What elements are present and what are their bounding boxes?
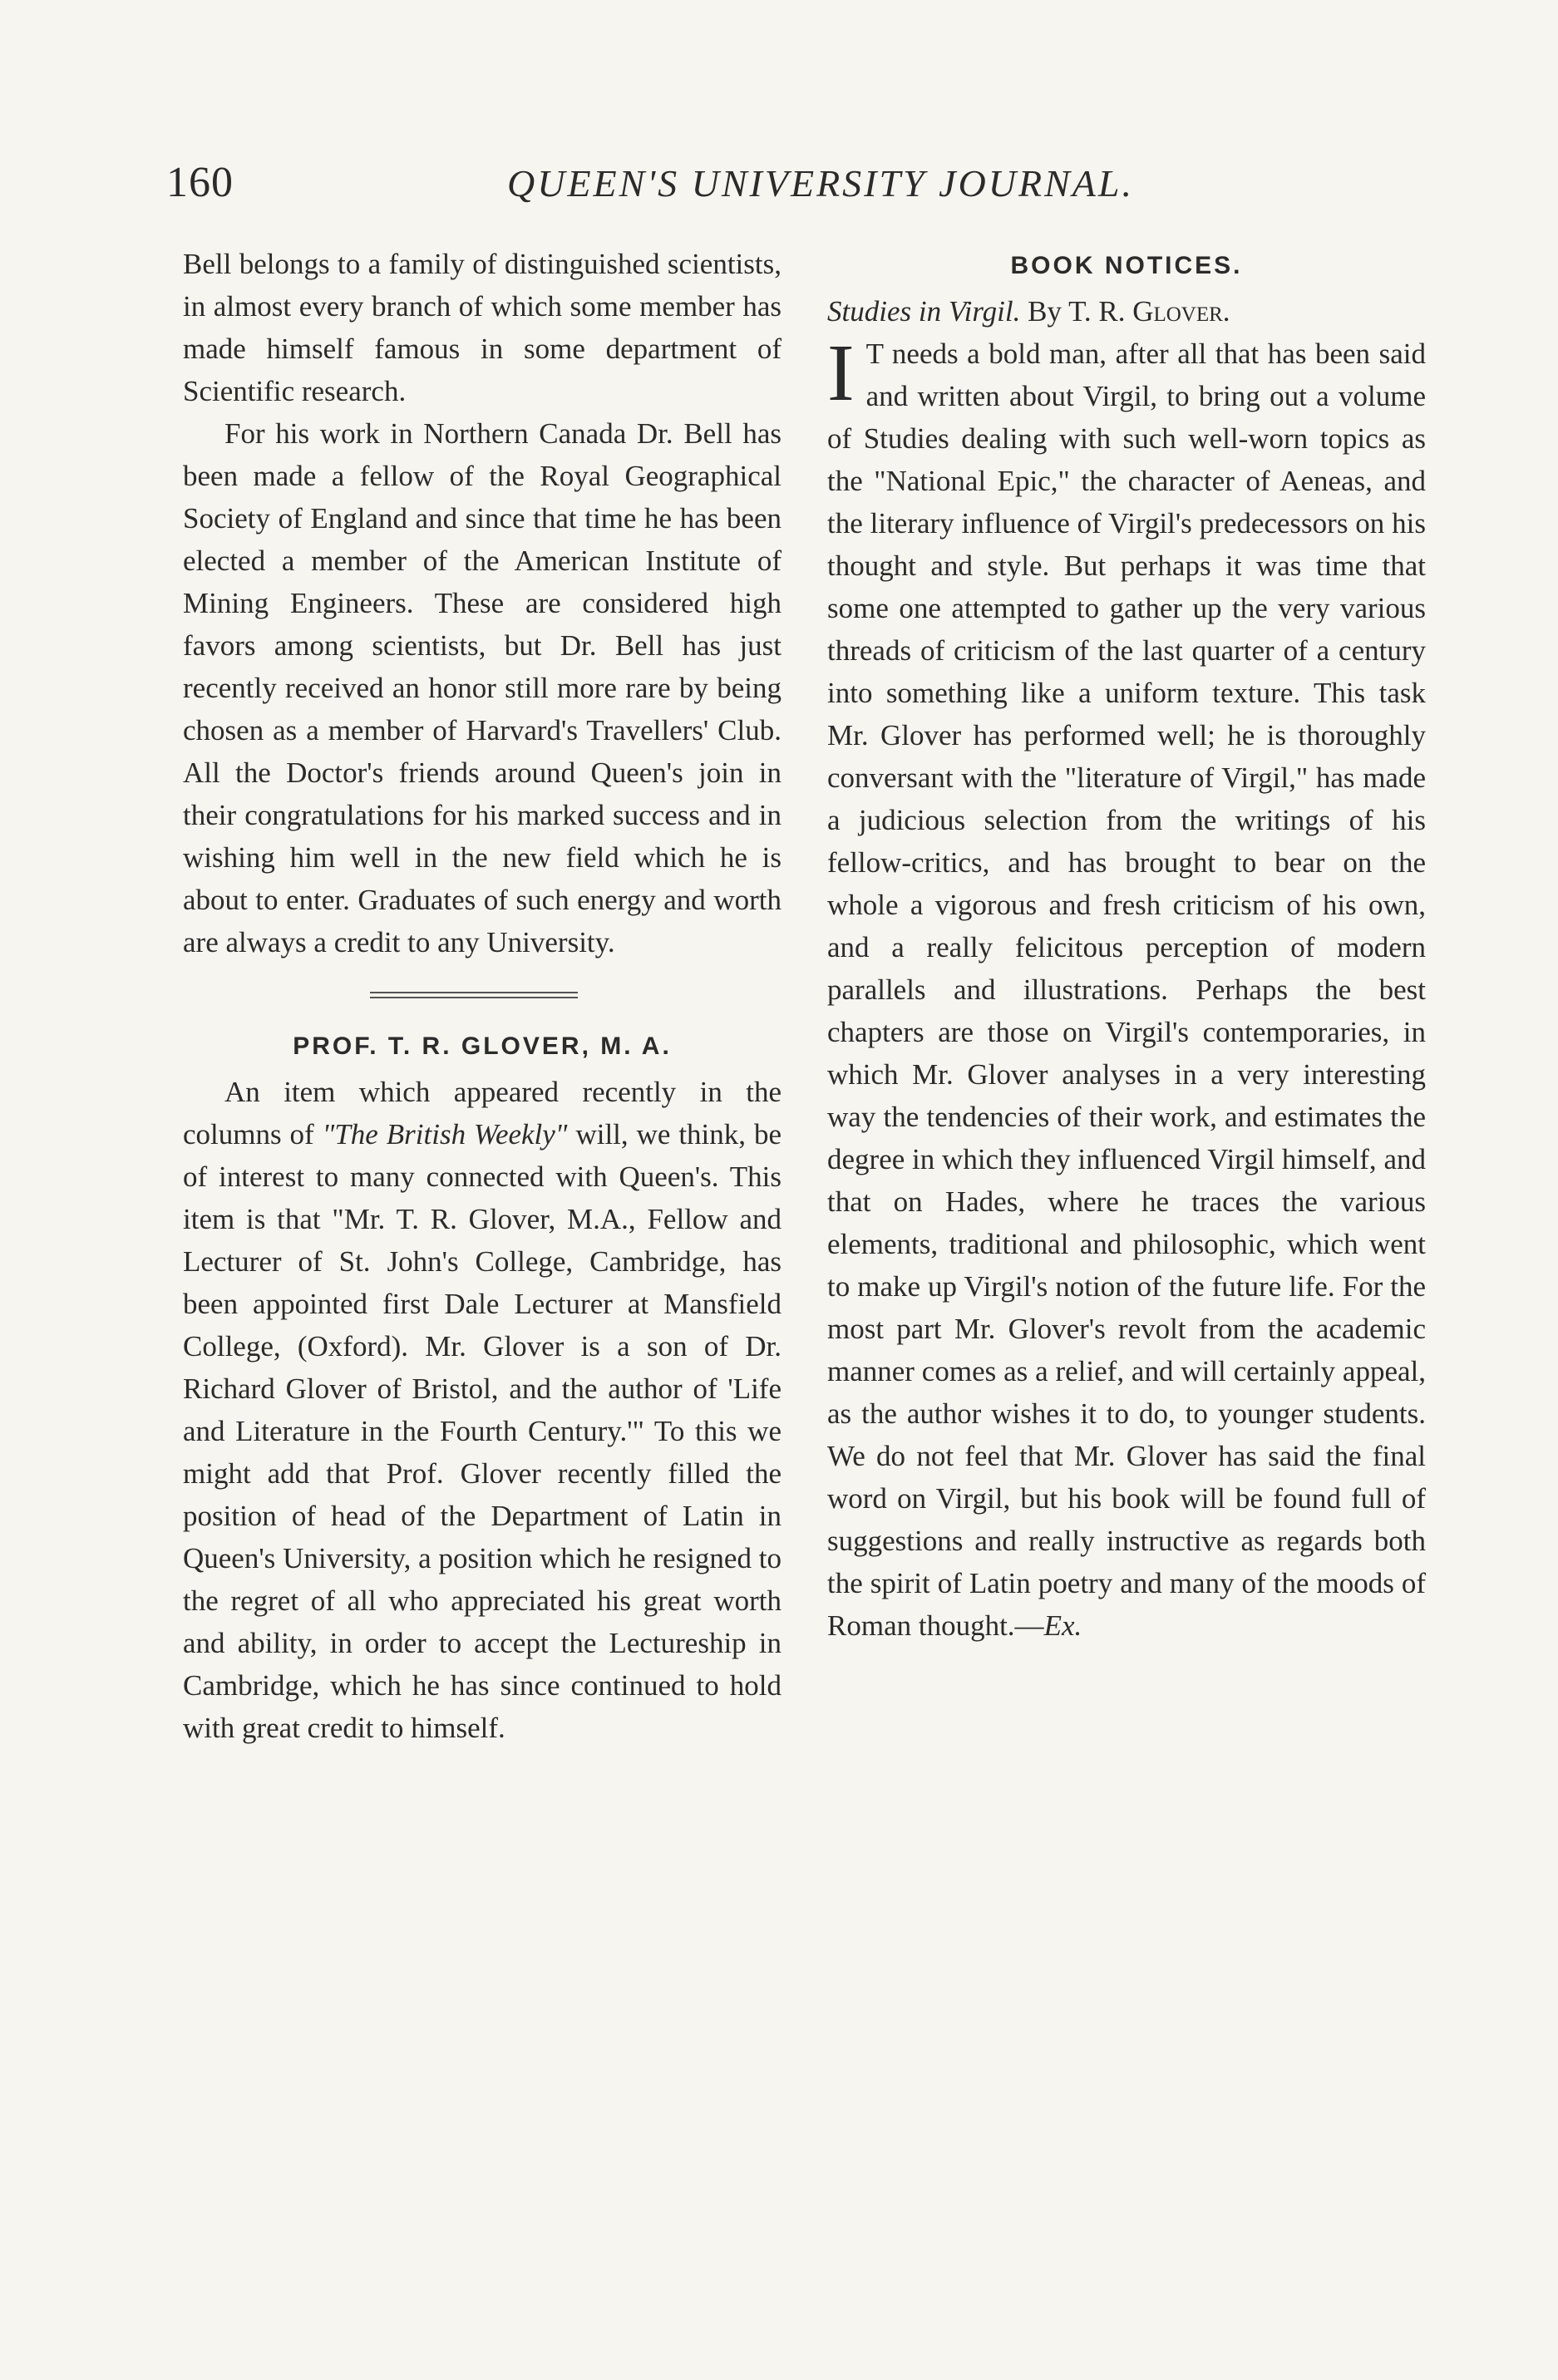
book-citation (827, 290, 1426, 333)
drop-cap: I (827, 328, 855, 418)
left-column (183, 243, 781, 1749)
glover-paragraph (183, 1071, 781, 1749)
book-title: Studies in Virgil. (827, 295, 1021, 328)
british-weekly-title: "The British Weekly" (322, 1118, 568, 1151)
bell-paragraph-2: For his work in Northern Canada Dr. Bell has been made a fellow of the Royal Geographical Society of England and since that time he has been elected a member of the American Institute of Mining Engineers. These are considered high favors among scientists, but Dr. Bell has just recently received an honor still more rare by being chosen as a member of Harvard's Travellers' Club. All the Doctor's friends around Queen's join in their congratulations for his marked success and in wishing him well in the new field which he is about to enter. Graduates of such energy and worth are always a credit to any University. (183, 417, 781, 958)
glover-text-a: An item which appeared recently in the columns of (183, 1076, 781, 1151)
glover-heading: PROF. T. R. GLOVER, M. A. (293, 1032, 672, 1060)
divider-line-top (370, 992, 578, 993)
glover-text-b: will, we think, be of interest to many connected with Queen's. This item is that "Mr. T. R. Glover, M.A., Fellow and Lecturer of St. John's College, Cambridge, has been appointed first Dale Lecturer at Mansfield College, (Oxford). Mr. Glover is a son of Dr. Richard Glover of Bristol, and the author of 'Life and Literature in the Fourth Century.'" To this we might add that Prof. Glover recently filled the position of head of the Department of Latin in Queen's University, a position which he resigned to the regret of all who appreciated his great worth and ability, in order to accept the Lectureship in Cambridge, which he has since continued to hold with great credit to himself. (183, 1118, 781, 1744)
divider-line-bottom (370, 997, 578, 998)
page-number: 160 (166, 159, 234, 206)
book-notices-heading: BOOK NOTICES. (1010, 252, 1243, 279)
book-by: By T. R. (1020, 295, 1133, 328)
bell-paragraph-1: Bell belongs to a family of distinguished scientists, in almost every branch of which some member has made himself famous in some department of Scientific research. (183, 248, 781, 407)
review-paragraph (827, 328, 1426, 1647)
section-divider (183, 963, 781, 1013)
book-author: Glover. (1132, 295, 1230, 328)
journal-title: QUEEN'S UNIVERSITY JOURNAL. (507, 162, 1134, 204)
right-column (827, 243, 1426, 1647)
review-text: T needs a bold man, after all that has been said and written about Virgil, to bring out a volume of Studies dealing with such well-worn topics as the "National Epic," the character of Aeneas, and the literary influence of Virgil's predecessors on his thought and style. But perhaps it was time that some one attempted to gather up the very various threads of criticism of the last quarter of a century into something like a uniform texture. This task Mr. Glover has performed well; he is thoroughly conversant with the "literature of Virgil," has made a judicious selection from the writings of his fellow-critics, and has brought to bear on the whole a vigorous and fresh criticism of his own, and a really felicitous perception of modern parallels and illustrations. Perhaps the best chapters are those on Virgil's contemporaries, in which Mr. Glover analyses in a very interesting way the tendencies of their work, and estimates the degree in which they influenced Virgil himself, and that on Hades, where he traces the various elements, traditional and philosophic, which went to make up Virgil's notion of the future life. For the most part Mr. Glover's revolt from the academic manner comes as a relief, and will certainly appeal, as the author wishes it to do, to younger students. We do not feel that Mr. Glover has said the final word on Virgil, but his book will be found full of suggestions and really instructive as regards both the spirit of Latin poetry and many of the moods of Roman thought.— (827, 338, 1426, 1642)
review-signoff: Ex. (1043, 1609, 1082, 1642)
page-header (166, 158, 1147, 216)
